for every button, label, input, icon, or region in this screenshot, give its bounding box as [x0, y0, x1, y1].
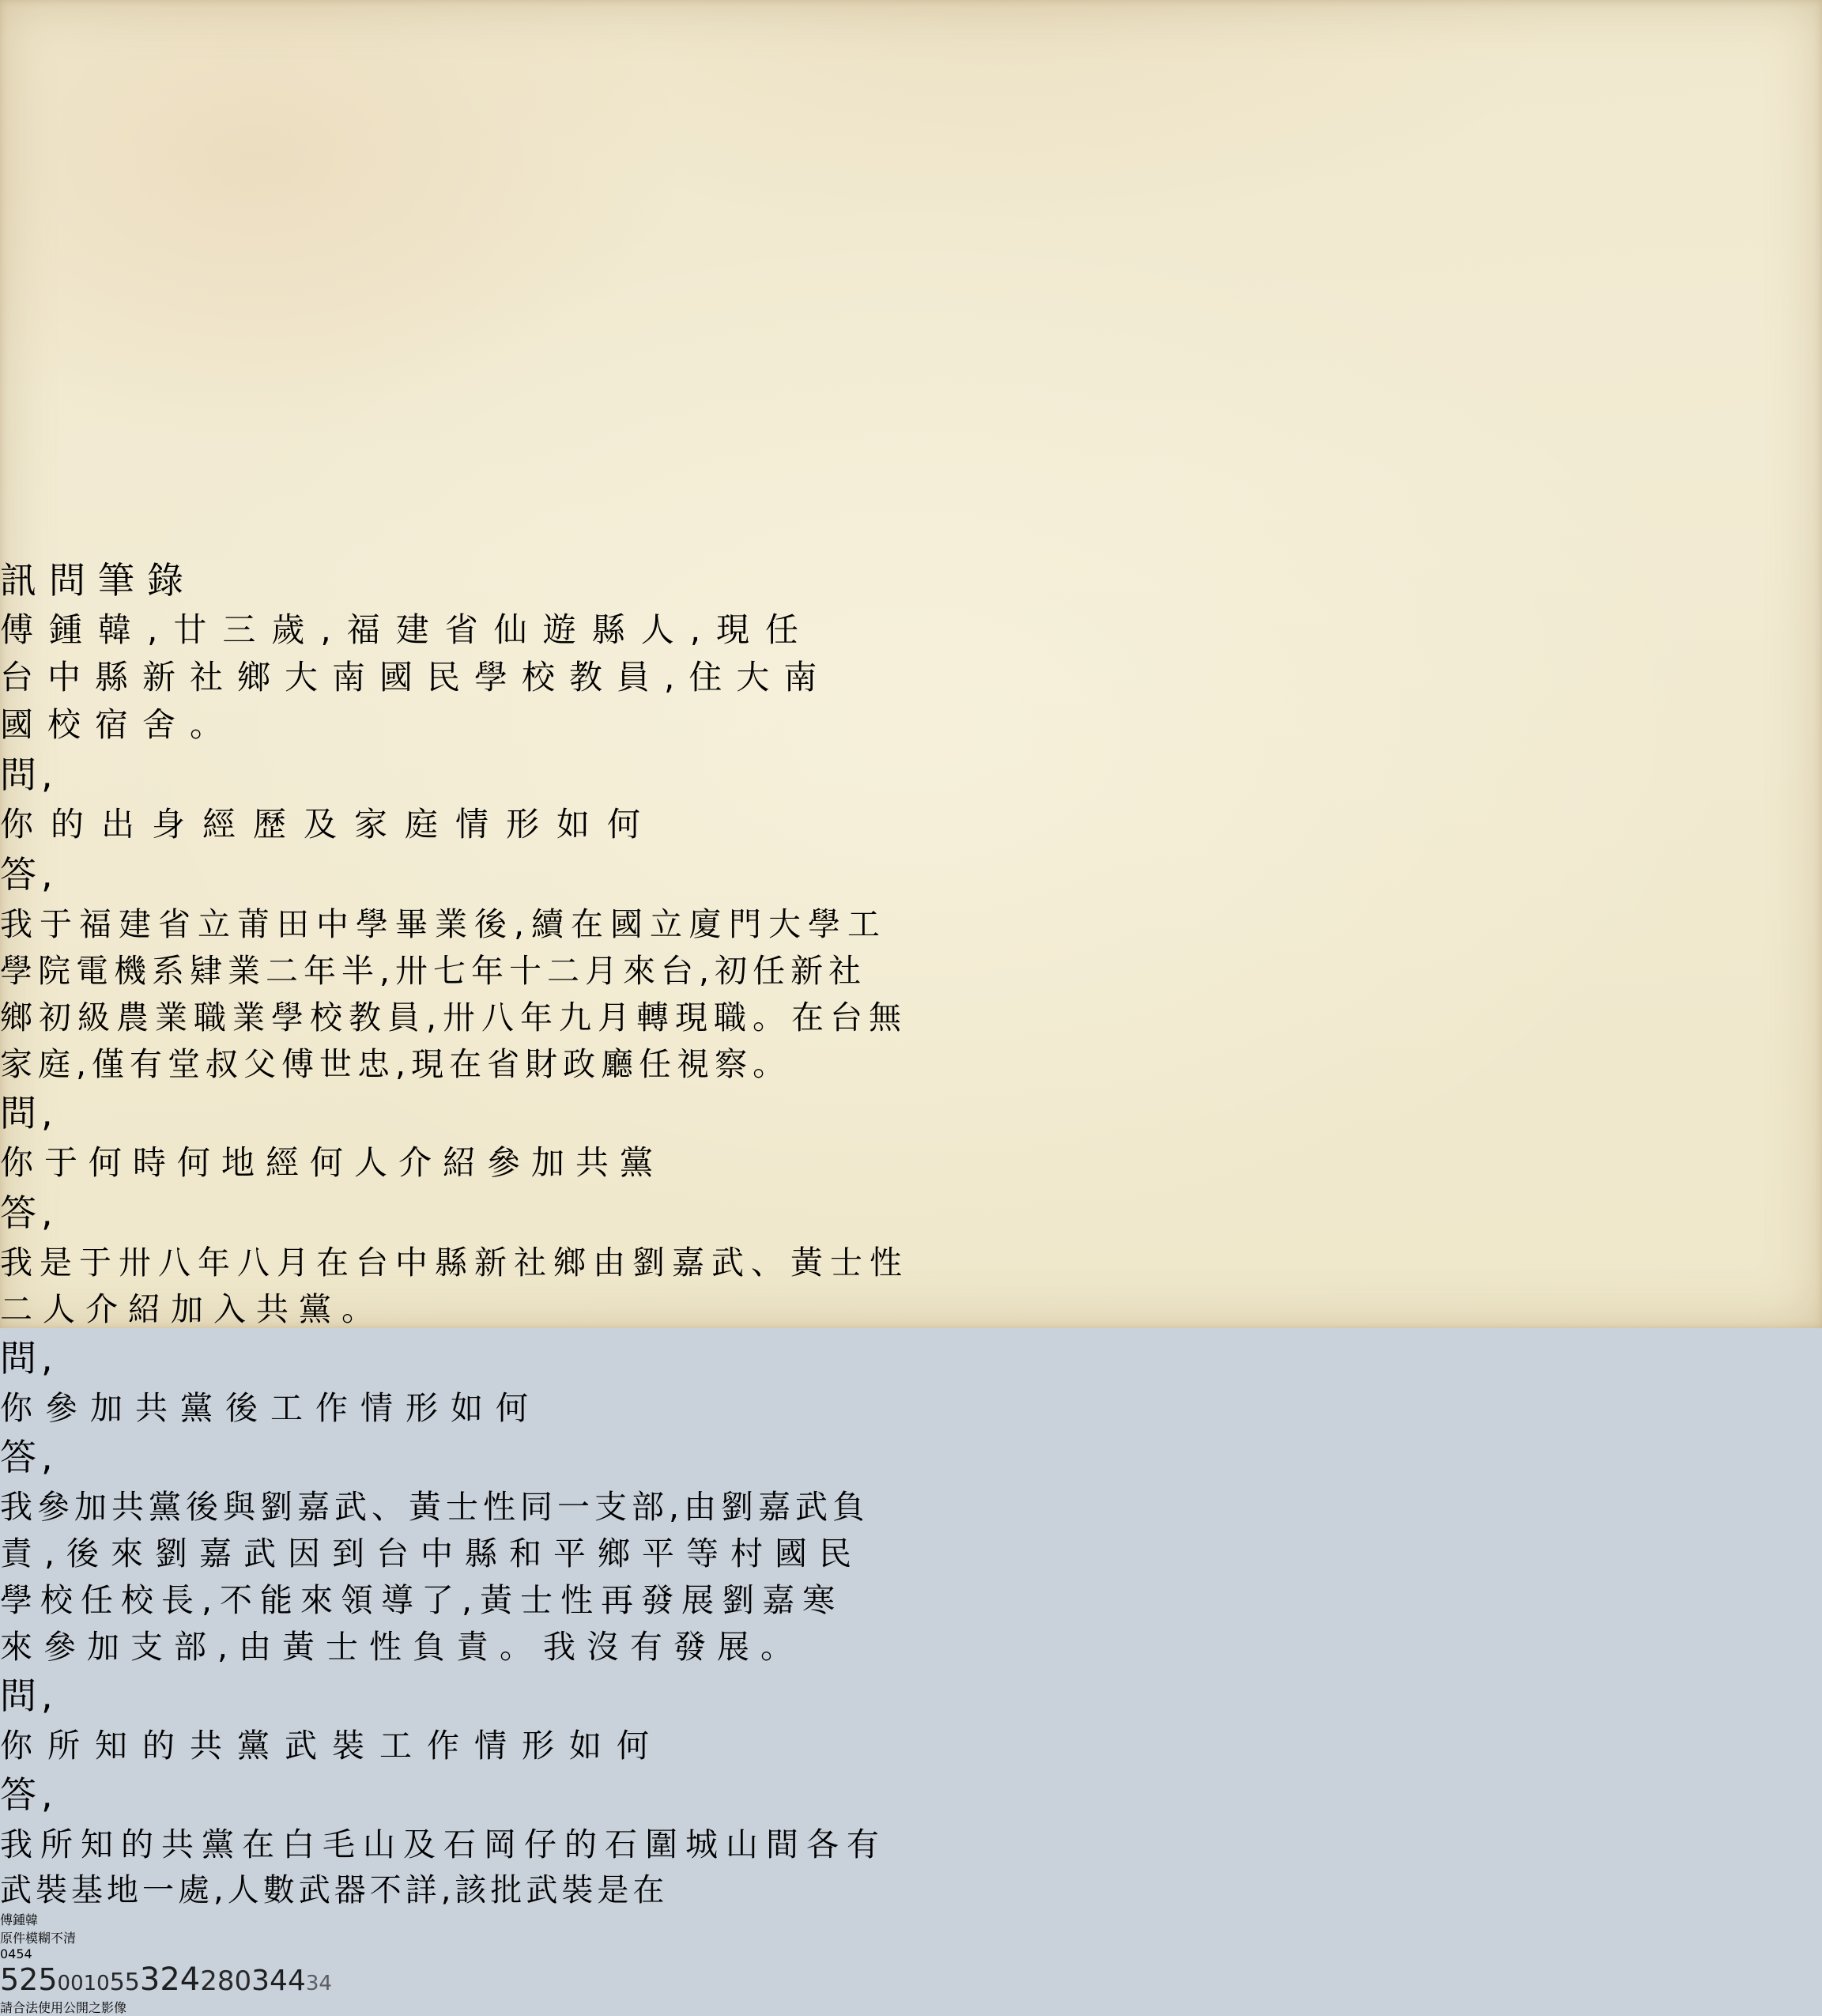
- edge-hole: [0, 304, 21, 338]
- stamp-text: 原件模糊不清: [0, 1931, 77, 1946]
- handwritten-column: 學校任校長,不能來領導了,黃士性再發展劉嘉寒: [0, 1581, 843, 1619]
- torn-edge: [0, 375, 36, 438]
- left-page-text: [0, 1184, 1822, 1910]
- handwritten-column: 二人介紹加入共黨。: [0, 1290, 384, 1328]
- qa-marker: 問,: [0, 1092, 58, 1134]
- paper-hole: [0, 338, 24, 375]
- handwritten-column: 國校宿舍。: [0, 705, 238, 744]
- edge-hole: [0, 158, 24, 199]
- handwritten-column: 責,後來劉嘉武因到台中縣和平鄉平等村國民: [0, 1535, 864, 1572]
- handwritten-column: 你所知的共黨武裝工作情形如何: [0, 1727, 664, 1765]
- qa-marker: 答,: [0, 853, 58, 896]
- torn-edge: [0, 0, 135, 36]
- handwritten-column: 訊問筆錄: [0, 559, 196, 602]
- margin-name: 傅鍾韓: [0, 1912, 39, 1927]
- handwritten-column: 我參加共黨後與劉嘉武、黃士性同一支部,由劉嘉武負: [0, 1488, 870, 1526]
- qa-marker: 問,: [0, 1337, 58, 1380]
- handwritten-column: 你的出身經歷及家庭情形如何: [0, 805, 658, 844]
- pencil-mark: 525: [0, 1962, 58, 1997]
- qa-marker: 答,: [0, 1191, 58, 1234]
- edge-hole: [0, 250, 28, 304]
- copyright-watermark: 請合法使用公開之影像: [0, 2000, 127, 2015]
- torn-edge: [0, 438, 43, 504]
- pencil-annotations: [0, 1961, 1822, 1998]
- handwritten-column: 武裝基地一處,人數武器不詳,該批武裝是在: [0, 1872, 669, 1908]
- qa-marker: 答,: [0, 1773, 58, 1816]
- handwritten-column: 學院電機系肄業二年半,卅七年十二月來台,初任新社: [0, 952, 867, 990]
- torn-edge: [0, 33, 71, 60]
- right-page-text: [0, 552, 1822, 1184]
- handwritten-column: 鄉初級農業職業學校教員,卅八年九月轉現職。在台無: [0, 999, 908, 1036]
- edge-hole: [0, 109, 30, 158]
- torn-edge: [0, 504, 24, 552]
- handwritten-column: 家庭,僅有堂叔父傅世忠,現在省財政廳任視察。: [0, 1045, 791, 1083]
- handwritten-column: 台中縣新社鄉大南國民學校教員,住大南: [0, 658, 832, 697]
- pencil-mark: 324: [139, 1961, 201, 1998]
- handwritten-column: 我所知的共黨在白毛山及石岡仔的石圍城山間各有: [0, 1825, 887, 1863]
- edge-hole: [0, 199, 35, 250]
- torn-edge: [0, 60, 55, 81]
- pencil-mark: 344: [251, 1965, 306, 1997]
- torn-edge: [0, 81, 103, 109]
- qa-marker: 問,: [0, 753, 58, 796]
- pencil-mark: 55: [109, 1969, 140, 1996]
- pencil-mark: 0010: [57, 1972, 110, 1995]
- qa-marker: 答,: [0, 1436, 58, 1478]
- qa-marker: 問,: [0, 1674, 58, 1717]
- page-number-stamp: 0454: [0, 1946, 32, 1961]
- handwritten-column: 來參加支部,由黃士性負責。我沒有發展。: [0, 1628, 805, 1666]
- handwritten-column: 我是于卅八年八月在台中縣新社鄉由劉嘉武、黃士性: [0, 1244, 909, 1282]
- pencil-mark: 280: [200, 1965, 252, 1997]
- stamp-inner-border: [0, 1928, 1822, 1946]
- handwritten-column: 傅鍾韓,廿三歲,福建省仙遊縣人,現任: [0, 610, 815, 649]
- handwritten-column: 你于何時何地經何人介紹參加共黨: [0, 1143, 665, 1182]
- pencil-mark: 34: [305, 1972, 332, 1995]
- handwritten-column: 我于福建省立莆田中學畢業後,續在國立廈門大學工: [0, 905, 888, 943]
- original-blurry-stamp: [0, 1928, 1822, 1946]
- handwritten-column: 你參加共黨後工作情形如何: [0, 1389, 541, 1427]
